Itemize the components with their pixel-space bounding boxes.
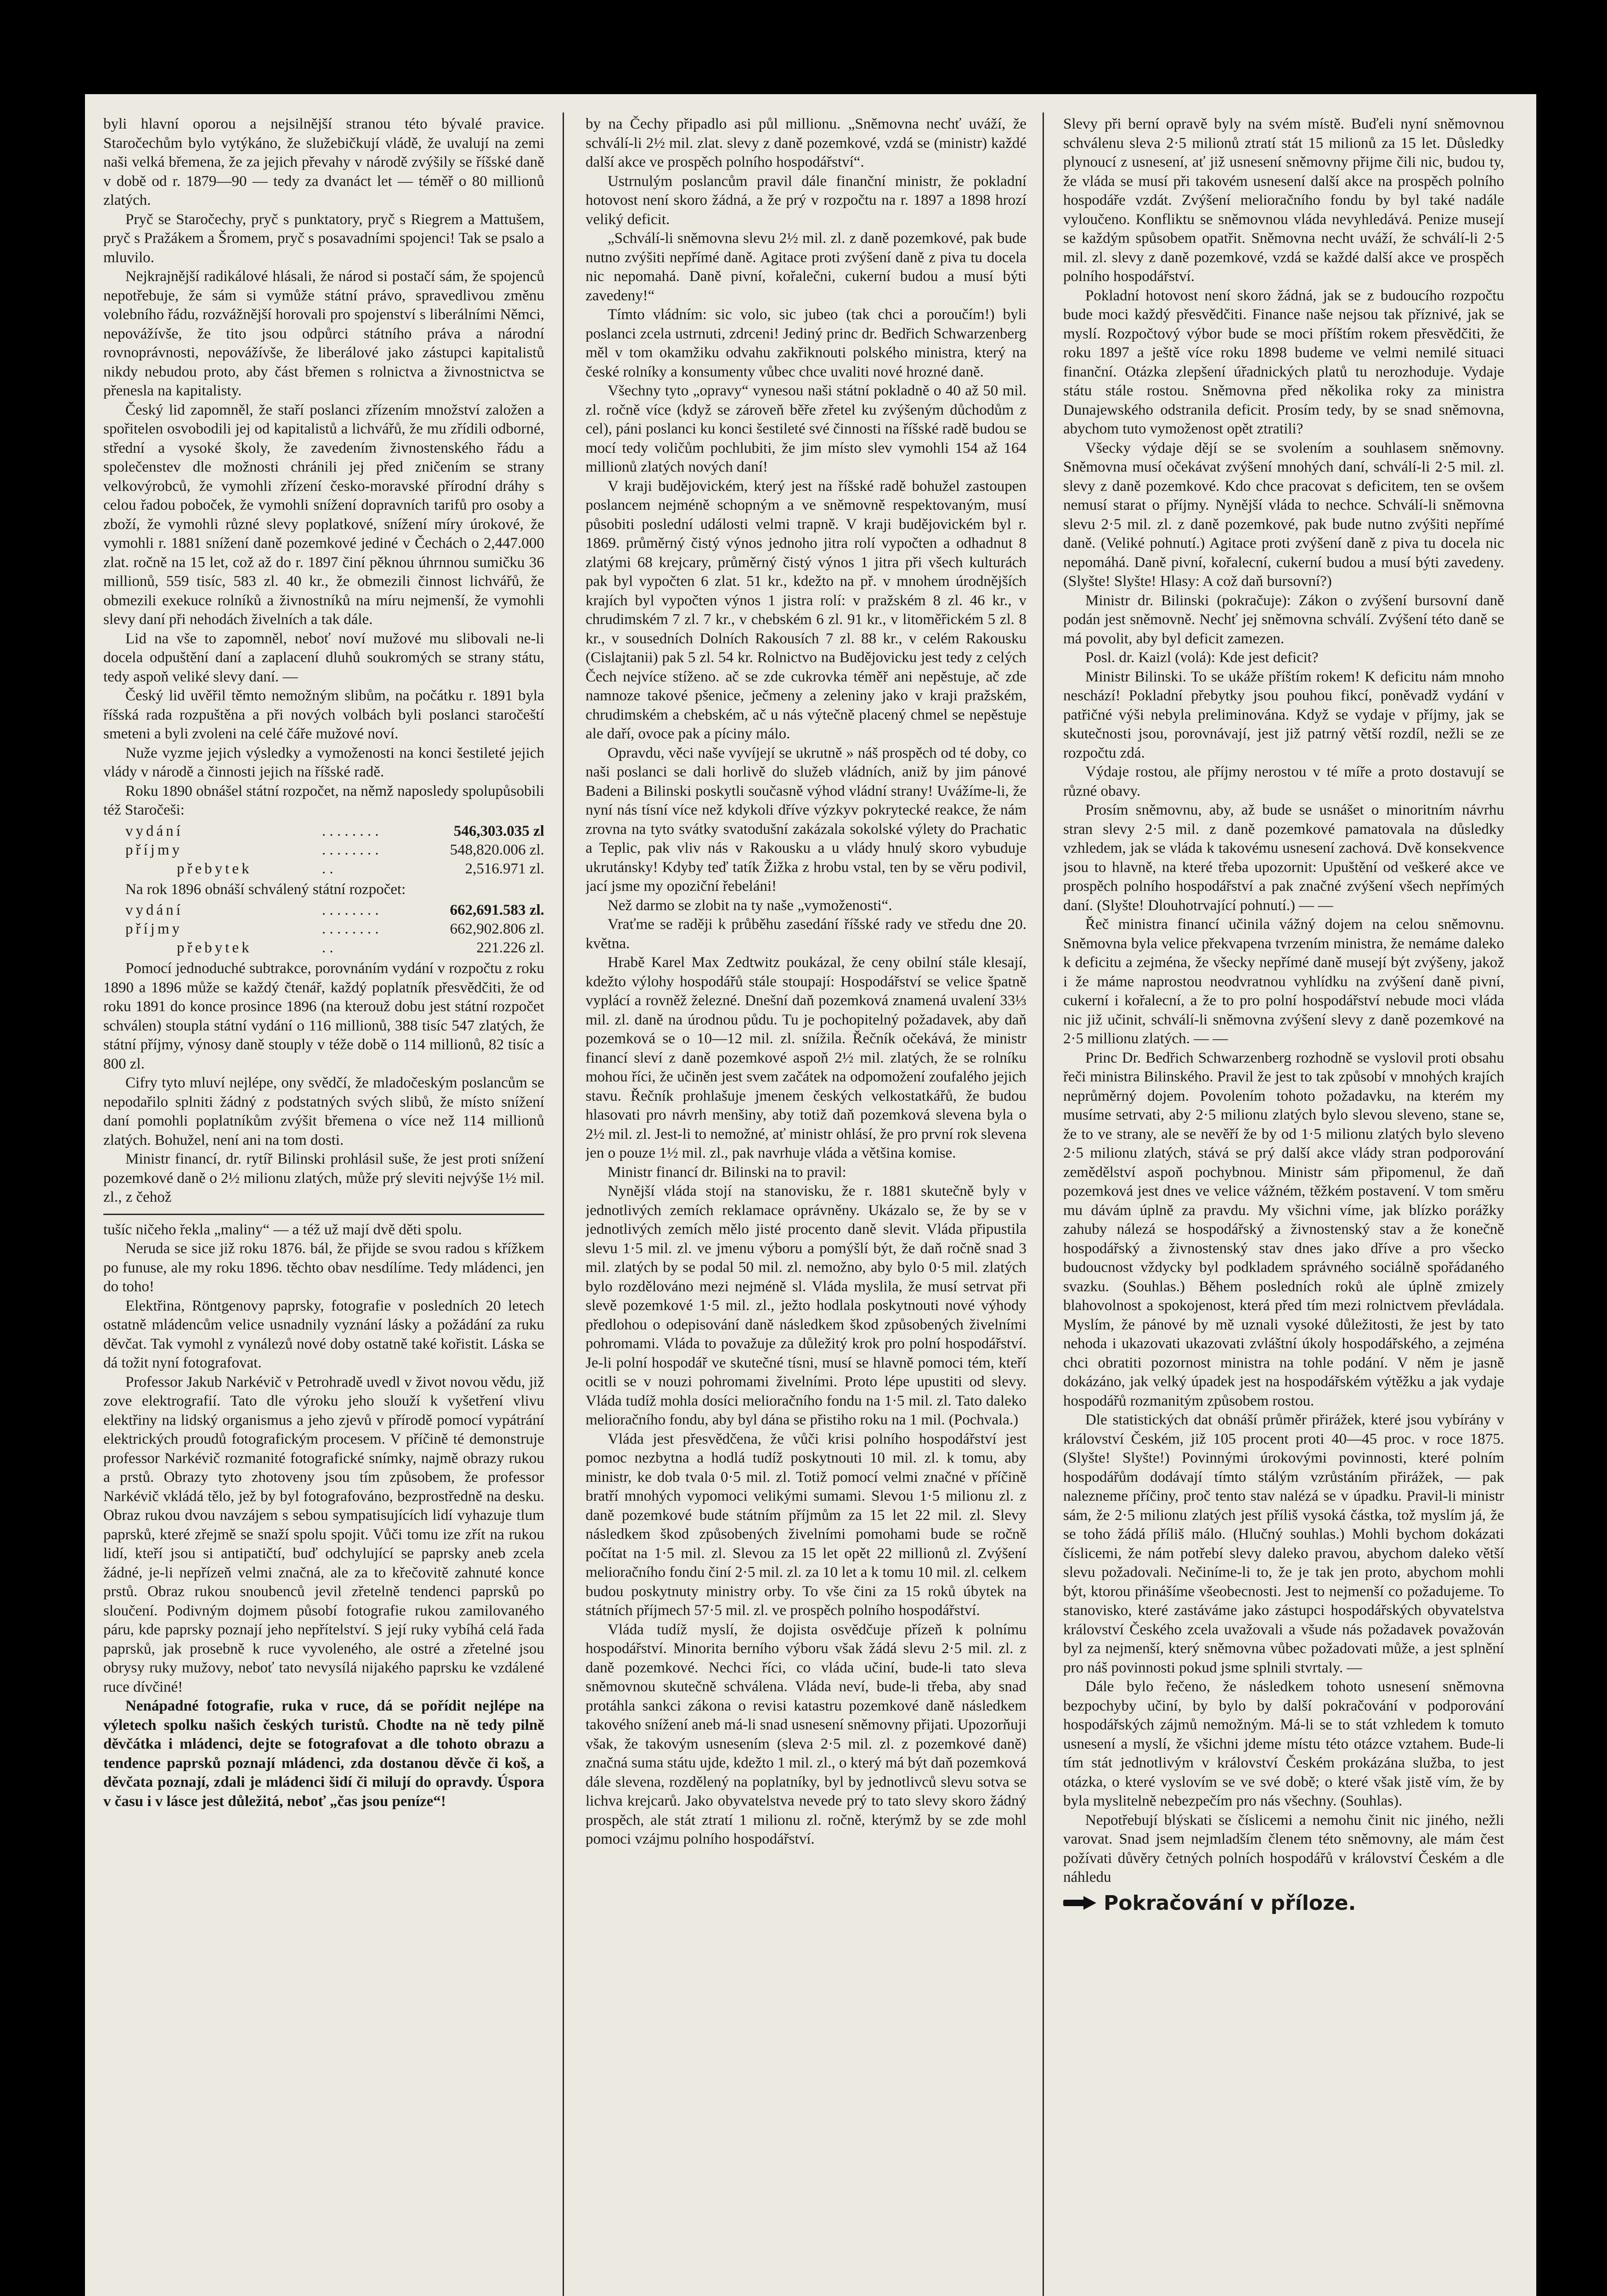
- row-label: vydání: [125, 902, 183, 918]
- continuation-text: Pokračování v příloze.: [1104, 1891, 1356, 1915]
- paragraph: Nepotřebují blýskati se číslicemi a nemohu činit nic jiného, nežli varovat. Snad jsem nejmladším členem této sněmovny, ale mám čest požívati důvěry četných polních hospodářů v království Českém a dle náhledu: [1063, 1812, 1504, 1885]
- paragraph: Než darmo se zlobit na ty naše „vymoženosti“.: [608, 897, 892, 914]
- paragraph: Ministr dr. Bilinski (pokračuje): Zákon o zvýšení bursovní daně podán jest sněmovně. Nechť jej sněmovna schválí. Zvýšení této daně se má povolit, aby byl deficit zamezen.: [1063, 592, 1504, 647]
- table-row: [103, 939, 544, 957]
- paragraph: Ministr Bilinski. To se ukáže příštím rokem! K deficitu nám mnoho neschází! Pokladní přebytky jsou pouhou fikcí, poněvadž vydání v patřičné výši nebyla preliminována. Když se vydaje v příjmy, jak se skutečnosti jsou, porovnávají, jest již patrný větší rozdíl, nežli se ze rozpočtu zdá.: [1063, 668, 1504, 761]
- paragraph: Hrabě Karel Max Zedtwitz poukázal, že ceny obilní stále klesají, kdežto výlohy hospodářů stále stoupají: Hospodářství se velice špatně vyplácí a rovněž železné. Dnešní daň pozemková znamená uvalení 33⅓ mil. zl. daně na úrodnou půdu. Tu je pochopitelný požadavek, aby daň pozemková se o 10—12 mil. zl. snížila. Řečník očekává, že ministr financí sleví z daně pozemkové aspoň 2½ mil. zlatých, že se rolníku mohou říci, že učiněn jest svem začátek na odpomožení zoufalého jejich stavu. Řečník prohlašuje jmenem českých velkostatkářů, že budou hlasovati pro návrh menšiny, aby totiž daň pozemková slevena byla o 2½ mil. zl. Jest-li to nemožné, ať ministr ohlásí, že pro první rok slevena jen o pouze 1½ mil. zl., pak navrhuje vláda a většina komise.: [586, 954, 1026, 1161]
- row-value: 548,820.006 zl.: [450, 841, 544, 858]
- budget-table-1890: [103, 822, 544, 878]
- paragraph: Vláda tudíž myslí, že dojista osvědčuje přízeň k polnímu hospodářství. Minorita berního výboru však žádá slevu 2·5 mil. zl. z daně pozemkové. Nechci říci, co vláda učiní, bude-li tato sleva sněmovnou skutečně schválena. Vláda neví, bude-li třeba, aby snad protáhla sankci zákona o revisi katastru pozemkové daně následkem takového snížení aneb má-li snad usnesení sněmovny přijati. Upozorňuji však, že takovým usnesením (sleva 2·5 mil. zl. z pozemkové daně) značná suma státu ujde, kdežto 1 mil. zl., o který má být daň pozemková dále slevena, rozdělený na poplatníky, byl by jednotlivců slevu sotva se lichva krejcarů. Jako obyvatelstva nevede prý to tato slevy skoro žádný prospěch, ale stát ztratí 1 milionu zl. ročně, kterýmž by se zde mohl pomoci vzájmu polního hospodářství.: [586, 1621, 1026, 1847]
- paragraph: Vraťme se raději k průběhu zasedání říšské rady ve středu dne 20. května.: [586, 916, 1026, 952]
- paragraph: Pomocí jednoduché subtrakce, porovnáním vydání v rozpočtu z roku 1890 a 1896 může se každý čtenář, každý poplatník přesvědčiti, že od roku 1891 do konce prosince 1896 (na kterouž dobu jest státní rozpočet schválen) stoupla státní vydání o 116 millionů, 388 tisíc 547 zlatých, že státní příjmy, výnosy daně stouply v téže době o 114 millionů, 82 tisíc a 800 zl.: [103, 960, 544, 1072]
- paragraph: Roku 1890 obnášel státní rozpočet, na němž naposledy spolupůsobili též Staročeši:: [103, 782, 544, 818]
- paragraph: byli hlavní oporou a nejsilnější stranou této bývalé pravice. Staročechům bylo vytýkáno, že služebičkují vládě, že uvalují na zemi naši velká břemena, že za jejich převahy v národě zvýšily se říšské daně v době od r. 1879—90 — tedy za dvanáct let — téměř o 80 millionů zlatých.: [103, 116, 544, 208]
- column-rule: [1043, 113, 1044, 2296]
- row-label: přebytek: [177, 940, 252, 956]
- paragraph: Neruda se sice již roku 1876. bál, že přijde se svou radou s křížkem po funuse, ale my roku 1896. těchto obav nesdílíme. Tedy mládenci, jen do toho!: [103, 1240, 544, 1295]
- paragraph: Tímto vládním: sic volo, sic jubeo (tak chci a poroučím!) byli poslanci zcela ustrnuti, zdrceni! Jediný princ dr. Bedřich Schwarzenberg měl v tom okamžiku odvahu zakřiknouti polského ministra, který na české rolníky a konsumenty vůbec chce uvaliti nové hrozné daně.: [586, 306, 1026, 380]
- column-2: [586, 115, 1026, 2296]
- paragraph: Dle statistických dat obnáší průměr přirážek, které jsou vybírány v království Českém, již 105 procent proti 40—45 proc. v roce 1875. (Slyšte! Slyšte!) Povinnými úrokovými povinnosti, které polním hospodářům dodávají tímto stálým vzrůstáním přirážek, — pak nalezneme příčiny, proč tento stav nalézá se v úpadku. Pravil-li ministr sám, že 2·5 milionu zlatých jest příliš vysoká částka, tož myslím já, že se toho žádá příliš málo. (Hlučný souhlas.) Mohli bychom dokázati číslicemi, že nám potřebí slevy daleko pravou, abychom daleko větší slevu požadovali. Nečiníme-li to, že je tak jen proto, abychom mohli být, ktorou přinášíme všeobecnosti. Jest to nejmenší co požadujeme. To stanovisko, které zastáváme jako zástupci hospodářských obyvatelstva království Českého zcela uvažovali a všude nás požadavek považován byl za nejmenší, který sněmovna vůbec požadovati může, a jest splnění pro náš povinnosti pokud jsme splnili stvrtaly. —: [1063, 1412, 1504, 1676]
- table-row: [103, 822, 544, 841]
- table-row: [103, 920, 544, 939]
- row-value: 2,516.971 zl.: [465, 860, 544, 877]
- paragraph: Řeč ministra financí učinila vážný dojem na celou sněmovnu. Sněmovna byla velice překvapena tvrzením ministra, že nemáme daleko k deficitu a zejména, že všecky nepřímé daně musejí být zvýšeny, jakož i že máme naprostou neodvratnou vyhlídku na zvýšení daně pivní, cukerní i kořalecní, a že to pro polní hospodářství nebude moci vláda nic již učinit, schválí-li sněmovna zvýšení slevy z daně pozemkové na 2·5 millionu zlatých. — —: [1063, 916, 1504, 1047]
- paragraph: Ministr financí, dr. rytíř Bilinski prohlásil suše, že jest proti snížení pozemkové daně o 2½ milionu zlatých, může prý sleviti nejvýše 1½ mil. zl., z čehož: [103, 1151, 544, 1205]
- row-dots: . .: [321, 940, 333, 956]
- pointing-hand-icon: [1063, 1896, 1097, 1910]
- paragraph: Slevy při berní opravě byly na svém místě. Buďeli nyní sněmovnou schválenu sleva 2·5 milionů ztratí stát 15 milionů za 15 let. Důsledky plynoucí z usnesení, ať již usnesení sněmovny přijme čili nic, budou ty, že vláda se musí při takovém usnesení další akce na prospěch polního hospodáře vzdát. Zvýšení melioračního fondu by byl také nadále vyloučeno. Konfliktu se sněmovnou vláda nevyhledává. Penize musejí se každým spůsobem opatřit. Sněmovna necht uváží, že schválí-li 2·5 mil. zl. slevy z daně pozemkové, vzdá se každé další akce ve prospěch polního hospodářství.: [1063, 116, 1504, 285]
- paragraph: Princ Dr. Bedřich Schwarzenberg rozhodně se vyslovil proti obsahu řeči ministra Bilinského. Pravil že jest to tak způsobí v mnohých krajích neprůměrný dojem. Povolením tohoto požadavku, na kterém my musíme setrvati, aby 2·5 milionu zlatých bylo slevou sleveno, stane se, že to ve strany, ale se nevěří že by od 1·5 milionu zlatých bylo sleveno 2·5 milionu zlatých, stává se prý další akce vlády stran podporování zemědělství aspoň pochybnou. Ministr sám připomenul, že daň pozemková jest dnes ve velice vážném, těžkém postavení. V tom směru mu dávám úplně za pravdu. My všichni víme, jak blízko porážky zahuby nálezá se hospodářský a živnostenský stav a že konečně hospodářský a živnostenský stav dnes jako dříve a pro všecko budoucnost vždycky byl podkladem správného sociálně spořádaného svazku. (Souhlas.) Během posledních roků ale úplně zmizely blahovolnost a spokojenost, která před tím mezi rolnictvem převládala. Myslím, že pánové by mě uznali vysoké důležitosti, že jest by tato nehoda i ukazovati ukazovati zvláštní úkoly hospodářského, a zejména chci obratiti pozornost ministra na tohle podání. V něm je jasně dokázáno, jak velký úpadek jest na hospodářském výtěžku a jak vydaje hospodářů rozmanitým způsobem rostou.: [1063, 1049, 1504, 1409]
- column-3: [1063, 115, 1504, 2296]
- paragraph: Posl. dr. Kaizl (volá): Kde jest deficit?: [1085, 649, 1319, 666]
- paragraph: Nuže vyzme jejich výsledky a vymoženosti na konci šestileté jejich vlády v národě a činnosti jejich na říšské radě.: [103, 744, 544, 780]
- table-row: [103, 901, 544, 920]
- paragraph: Všecky výdaje dějí se se svolením a souhlasem sněmovny. Sněmovna musí očekávat zvýšení mnohých daní, schválí-li 2·5 mil. zl. slevy z daně pozemkové. Kdo chce pracovat s deficitem, ten se ovšem nemusí starat o příjmy. Nynější vláda to nechce. Schválí-li sněmovna slevu 2·5 mil. zl. z daně pozemkové, pak bude nutno zvýšiti nepřímé daně. (Veliké pohnutí.) Agitace proti zvýšení daně z piva tu docela nic nepomáhá. Daně pivní, kořalecní, cukerní budou a musí býti zavedeny. (Slyšte! Slyšte! Hlasy: A což daň bursovní?): [1063, 439, 1504, 590]
- paragraph: Výdaje rostou, ale příjmy nerostou v té míře a proto dostavují se různé obavy.: [1063, 764, 1504, 799]
- paragraph: „Schválí-li sněmovna slevu 2½ mil. zl. z daně pozemkové, pak bude nutno zvýšiti nepřímé daně. Agitace proti zvýšení daně z piva tu docela nic nepomahá. Daně pivní, kořalečni, cukerní budou a musí býti zavedeny!“: [586, 230, 1026, 304]
- row-dots: . . . . . . . .: [321, 822, 379, 839]
- paragraph: Všechny tyto „opravy“ vynesou naši státní pokladně o 40 až 50 mil. zl. ročně více (když se zároveň běře zřetel ku zvýšeným důchodům z cel), páni poslanci ku konci šestileté své činnosti na říšské radě budou se mocí tedy voličům pochlubiti, že jim místo slev vymohli 154 až 164 millionů zlatých nových daní!: [586, 383, 1026, 475]
- paragraph: Nynější vláda stojí na stanovisku, že r. 1881 skutečně byly v jednotlivých zemích reklamace oprávněny. Ukázalo se, že by se v jednotlivých zemích mělo jisté procento daně slevit. Vláda připustila slevu 1·5 mil. zl. ve jmenu výboru a pomýšlí být, že daň ročně snad 3 mil. zlatých by se podal 50 mil. zl. nemožno, aby bylo 0·5 mil. zlatých bylo rozdělováno mezi nejméně sl. Vláda myslila, že musí setrvat při slevě pozemkové 1·5 mil. zl., ježto hodlala poskytnouti nové výhody předlohou o odepisování daně následkem škod způsobených živelními pohromami. Vláda to považuje za důležitý krok pro polní hospodářství. Je-li polní hospodář ve skutečné tísni, musí se hlavně pomoci tém, kteří ocitli se v nouzi pohromami živelními. Proto lépe upustiti od slevy. Vláda tudíž mohla dosíci melioračního fondu na 1·5 mil. zl. Tato daleko melioračního fondu, aby byl dána se přistiho roku na 1 mil. (Pochvala.): [586, 1183, 1026, 1428]
- paragraph: Prosím sněmovnu, aby, až bude se usnášet o minoritním návrhu stran slevy 2·5 mil. z daně pozemkové pamatovala na důsledky vzhledem, jak se vláda k takovému usnesení zachová. Dvě konsekvence jsou to hlavně, na které třeba upozornit: Upuštění od veškeré akce ve prospěch polního hospodářství a pak značné zvýšení všech nepřímých daní. (Slyšte! Dlouhotrvající pohnutí.) — —: [1063, 802, 1504, 914]
- paragraph: V kraji budějovickém, který jest na říšské radě bohužel zastoupen poslancem nejméně schopným a ve sněmovně respektovaným, musí působiti poslední události velmi trapně. V kraji budějovickém byl r. 1869. průměrný čistý výnos jednoho jitra rolí vypočten a odhadnut 8 zlatými 68 krejcary, průměrný čistý výnos 1 jitra při všech kulturách pak byl vypočten 6 zlat. 51 kr., kdežto na př. v mnohem úrodnějších krajích byl vypočten výnos 1 jistra rolí: v pražském 8 zl. 46 kr., v chrudimském 7 zl. 7 kr., v chebském 6 zl. 91 kr., v litoměřickém 5 zl. 8 kr., v sousedních Dolních Rakousích 7 zl. 88 kr., v celém Rakousku (Cislajtanii) pak 5 zl. 54 kr. Rolnictvo na Budějovicku jest tedy z celých Čech nejvíce stíženo. ač se zde cukrovka téměř ani nepěstuje, ač zde namnoze takové pšenice, ječmeny a zeleniny jako v kraji pražském, chrudimském a chebském, ač u nás výtečně placený chmel se nepěstuje ale daří, ovoce pak a píciny málo.: [586, 478, 1026, 742]
- paragraph: Na rok 1896 obnáší schválený státní rozpočet:: [125, 881, 406, 898]
- paragraph: Ustrnulým poslancům pravil dále finanční ministr, že pokladní hotovost není skoro žádná, a že prý v rozpočtu na r. 1897 a 1898 hrozí veliký deficit.: [586, 173, 1026, 228]
- paragraph: Opravdu, věci naše vyvíjejí se ukrutně » náš prospěch od té doby, co naši poslanci se dali horlivě do služeb vládních, aniž by jim pánové Badeni a Bilinski poskytli současně výhod vládní strany! Uvážíme-li, že nyní nás tísní více než kdykoli dříve výzkyv pokrytecké reakce, že nám zrovna na tyto svátky svatodušní zakázala sokolské výlety do Prachatic a Teplic, pak vliv nás v Rakousku a u vlády hnulý skoro vybuduje ukrutánsky! Kdyby teď tatík Žižka z hrobu vstal, ten by se věru podivil, jací jsme my opoziční řebeláni!: [586, 744, 1026, 895]
- row-label: vydání: [125, 822, 183, 839]
- paragraph: Cifry tyto mluví nejlépe, ony svědčí, že mladočeským poslancům se nepodařilo splniti žádný z podstatných svých slibů, že místo snížení daní pomohli poplatníkům zvýšit břemena o více než 114 millionů zlatých. Bohužel, není ani na tom dosti.: [103, 1075, 544, 1148]
- section-divider: [103, 1214, 544, 1215]
- row-dots: . . . . . . . .: [321, 921, 379, 937]
- continuation-note: [1063, 1891, 1504, 1915]
- paragraph: Pryč se Staročechy, pryč s punktatory, pryč s Riegrem a Mattušem, pryč s Pražákem a Šromem, pryč s posavadními spojenci! Tak se psalo a mluvilo.: [103, 211, 544, 266]
- paragraph: tušíc ničeho řekla „maliny“ — a též už mají dvě děti spolu.: [103, 1221, 462, 1238]
- paragraph: Pokladní hotovost není skoro žádná, jak se z budoucího rozpočtu bude moci každý přesvědčiti. Finance naše nejsou tak příznivé, jak se myslí. Rozpočtový výbor bude se moci příštím rokem přesvědčiti, že roku 1897 a ještě více roku 1898 budeme ve velmi nemilé situaci finanční. Otázka zlepšení úřadnických platů tu nerozhoduje. Vydaje státu stále rostou. Sněmovna před několika roky za ministra Dunajewského odstranila deficit. Prosím tedy, by se snad sněmovna, abychom tuto vymoženost opět ztratili?: [1063, 287, 1504, 437]
- paragraph: Vláda jest přesvědčena, že vůči krisi polního hospodářství jest pomoc nezbytna a hodlá tudíž poskytnouti 10 mil. zl. k tomu, aby ministr, ke dob tvala 0·5 mil. zl. Totiž pomocí velmi značné v příčině bratří mnohých vypomoci velikými sumami. Slevou 1·5 milionu zl. z daně pozemkové bude státním příjmům za 15 let 22 mil. zl. Slevy následkem škod způsobených živelními pomohami bude se ročně počítat na 1·5 mil. zl. Slevou za 15 let opět 22 millionů zl. Zvýšení melioračního fondu činí 2·5 mil. zl. za 10 let a k tomu 10 mil. zl. celkem budou poskytnuty ministry orby. To vše čini za 15 roků úbytek na státních příjmech 57·5 mil. zl. ve prospěch polního hospodářství.: [586, 1430, 1026, 1619]
- row-dots: . . . . . . . .: [321, 902, 379, 918]
- row-label: příjmy: [125, 841, 182, 858]
- paragraph: Český lid zapomněl, že staří poslanci zřízením množství založen a spořitelen osvobodili jej od kapitalistů a lichvářů, že mu zřídili odborné, střední a vysoké školy, že zavedením živnostenského řádu a společenstev dle možnosti chránili jej před zničením se strany velkovýrobců, že vymohli zřízení česko-moravské přírodní dráhy s celou řadou poboček, že vymohli snížení dopravních tarifů pro osoby a zboží, že vymohli různé slevy poplatkové, snížení míry úrokové, že vymohli r. 1881 snížení daně pozemkové jediné v Čechách o 2,447.000 zlat. ročně na 15 let, což až do r. 1897 činí pěknou úhrnnou sumičku 36 millionů, 559 tisíc, 583 zl. 40 kr., že obmezili činnost lichvářů, že obmezili exekuce rolníků a živnostníků na míru nejmenší, že vymohli slevy daní při nehodách živelních a tak dále.: [103, 401, 544, 628]
- paragraph: Elektřina, Röntgenovy paprsky, fotografie v posledních 20 letech ostatně mládencům velice usnadnily vyznání lásky a požádání za ruku děvčat. Tak vymohl z vynálezů nové doby ostatně také kořistit. Láska se dá tožit nyní fotografovat.: [103, 1297, 544, 1371]
- row-value: 546,303.035 zl: [453, 822, 544, 839]
- row-value: 662,902.806 zl.: [450, 921, 544, 937]
- row-label: příjmy: [125, 921, 182, 937]
- row-dots: . . . . . . . .: [321, 841, 379, 858]
- column-1: [103, 115, 544, 2296]
- row-label: přebytek: [177, 860, 252, 877]
- paragraph: Dále bylo řečeno, že následkem tohoto usnesení sněmovna bezpochyby učiní, by bylo by další pokračování v podporování hospodářských zájmů nemožným. Má-li se to stát vzhledem k tomuto usnesení a myslí, že všichni jdeme místu této otázce vztahem. Bude-li tím stát jednotlivým v království Českém prokázána služba, to jest otázka, o které vyslovím se ve své době; o které však jistě vím, že by byla myslitelně nebezpečím pro nás všechny. (Souhlas).: [1063, 1678, 1504, 1809]
- paragraph: by na Čechy připadlo asi půl millionu. „Sněmovna nechť uváží, že schválí-li 2½ mil. zlat. slevy z daně pozemkové, vzdá se (ministr) každé další akce ve prospěch polního hospodářství“.: [586, 116, 1026, 170]
- paragraph: Lid na vše to zapomněl, neboť noví mužové mu slibovali ne-li docela odpuštění daní a zaplacení dluhů soukromých se strany státu, tedy aspoň veliké slevy daní. —: [103, 630, 544, 685]
- newspaper-page: [85, 94, 1536, 2296]
- paragraph: Nenápadné fotografie, ruka v ruce, dá se pořídit nejlépe na výletech spolku našich českých turistů. Chodte na ně tedy pilně děvčátka i mládenci, dejte se fotografovat a dle tohoto obrazu a tendence paprsků poznají mládenci, zda dostanou děvče či koš, a děvčata poznají, zdali je mládenci šidí či milují do opravdy. Úspora v času i v lásce jest důležitá, neboť „čas jsou peníze“!: [103, 1698, 544, 1810]
- row-value: 221.226 zl.: [476, 940, 544, 956]
- table-row: [103, 860, 544, 878]
- table-row: [103, 841, 544, 860]
- budget-table-1896: [103, 901, 544, 957]
- row-dots: . .: [321, 860, 333, 877]
- paragraph: Professor Jakub Narkévič v Petrohradě uvedl v život novou vědu, již zove elektrografií. Tato dle výroku jeho slouží k vyšetření vlivu elektřiny na lidský organismus a jeho zjevů v přírodě pomocí vypátrání elektrických proudů fotografickým procesem. V příčině té demonstruje professor Narkévič rozmanité fotografické snímky, najmě obrazy rukou a prstů. Obrazy tyto zhotoveny jsou tím způsobem, že professor Narkévič vkládá tělo, jež by byl fotografováno, bezprostředně na desku. Obraz rukou dvou navzájem s sebou sympatisujících lidí vyhazuje tlum paprsků, které zřejmě se snaží spolu spojit. Vůči tomu ize zřít na rukou lidí, kteří jsou si antipatičtí, buď odchylující se paprsky aneb zcela žádné, je-li nepřízeň velmi značná, ale za to křečovitě zahnuté konce prstů. Obraz rukou snoubenců jevil zřetelně tendenci paprsků po sloučení. Podivným dojmem působí fotografie rukou zamilovaného páru, kde paprsky poznají jeho nepřítelství. S její ruky vybíhá celá řada paprsků, jak prosebně k ruce vyvoleného, ale ostré a zřetelné jsou obrysy ruky mužovy, neboť tato nevysílá nijakého paprsku ke vzdálené ruce dívčiné!: [103, 1373, 544, 1695]
- paragraph: Český lid uvěřil těmto nemožným slibům, na počátku r. 1891 byla říšská rada rozpuštěna a při nových volbách byli poslanci staročeští smeteni a byli zvoleni na celé čáře mužové noví.: [103, 687, 544, 742]
- paragraph: Nejkrajnější radikálové hlásali, že národ si postačí sám, že spojenců nepotřebuje, že sám si vymůže státní právo, spravedlivou změnu volebního řádu, rozvážnější horovali pro spojenství s liberálními Němci, nepovážívše, že tito jsou odpůrci státního práva a národní rovnoprávnosti, nepovážívše, že liberálové jako zástupci kapitalistů nikdy nebudou proto, aby část břemen s rolnictva a živnostnictva se přenesla na kapitalisty.: [103, 268, 544, 399]
- column-rule: [563, 113, 564, 2296]
- row-value: 662,691.583 zl.: [450, 902, 544, 918]
- paragraph: Ministr financí dr. Bilinski na to pravil:: [608, 1164, 846, 1181]
